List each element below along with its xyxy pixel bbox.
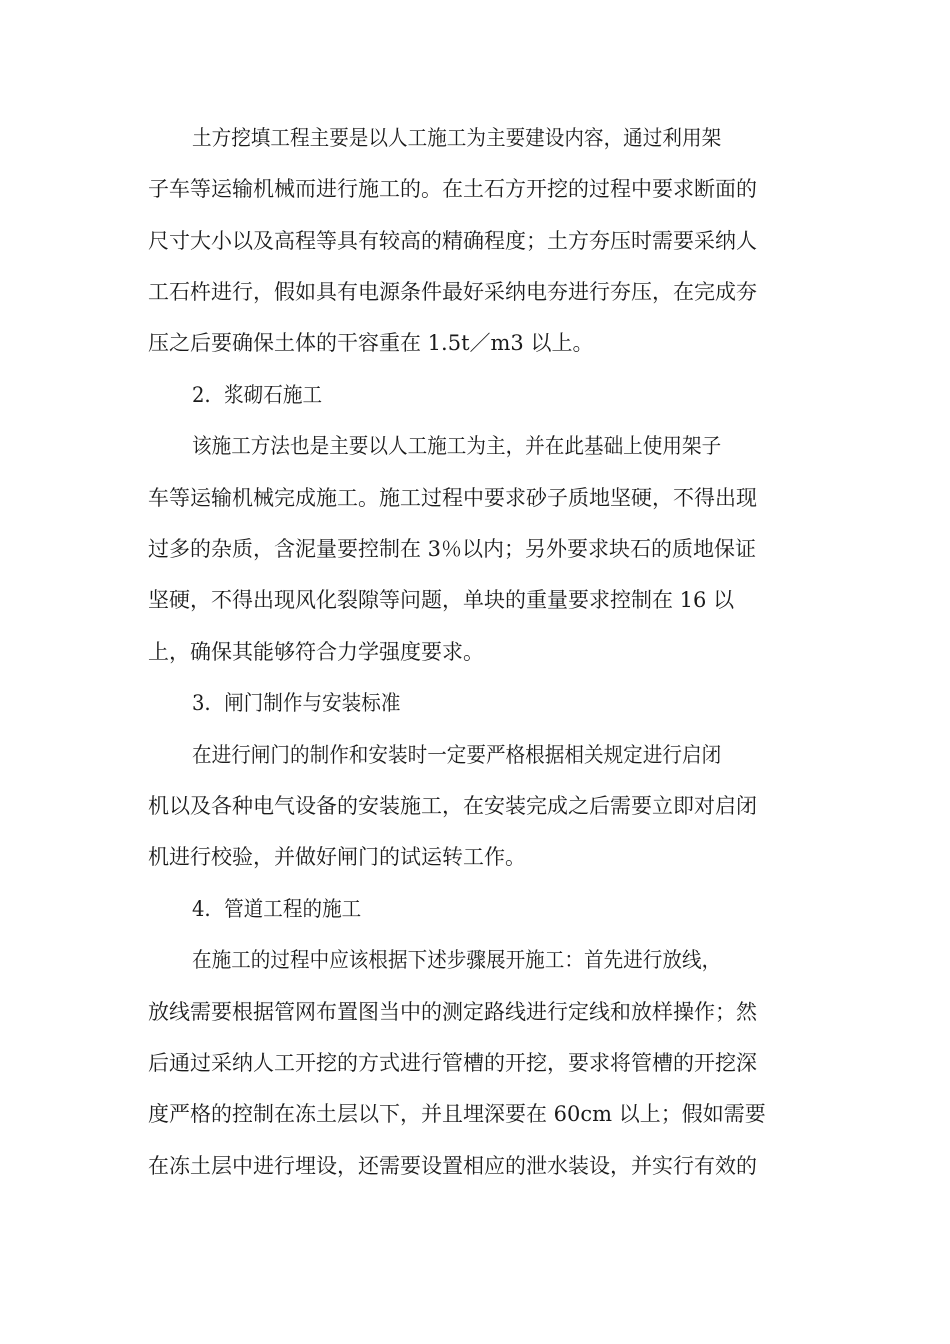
paragraph-line: 度严格的控制在冻土层以下，并且埋深要在 60cm 以上；假如需要 [148, 1102, 766, 1126]
section-heading: 4．管道工程的施工 [192, 897, 362, 921]
paragraph-line: 机进行校验，并做好闸门的试运转工作。 [148, 845, 526, 869]
paragraph-line: 土方挖填工程主要是以人工施工为主要建设内容，通过利用架 [192, 126, 722, 150]
section-heading: 3．闸门制作与安装标准 [192, 691, 401, 715]
paragraph-line: 尺寸大小以及高程等具有较高的精确程度；土方夯压时需要采纳人 [148, 229, 757, 253]
paragraph-line: 在进行闸门的制作和安装时一定要严格根据相关规定进行启闭 [192, 743, 722, 767]
paragraph-line: 该施工方法也是主要以人工施工为主，并在此基础上使用架子 [192, 434, 722, 458]
paragraph-line: 在冻土层中进行埋设，还需要设置相应的泄水装设，并实行有效的 [148, 1154, 757, 1178]
paragraph-line: 在施工的过程中应该根据下述步骤展开施工：首先进行放线， [192, 948, 722, 972]
paragraph-line: 后通过采纳人工开挖的方式进行管槽的开挖，要求将管槽的开挖深 [148, 1051, 757, 1075]
paragraph-line: 坚硬，不得出现风化裂隙等问题，单块的重量要求控制在 16 以 [148, 588, 735, 612]
paragraph-line: 压之后要确保土体的干容重在 1.5t／m3 以上。 [148, 331, 594, 355]
paragraph-line: 机以及各种电气设备的安装施工，在安装完成之后需要立即对启闭 [148, 794, 757, 818]
paragraph-line: 车等运输机械完成施工。施工过程中要求砂子质地坚硬，不得出现 [148, 486, 757, 510]
paragraph-line: 过多的杂质，含泥量要控制在 3％以内；另外要求块石的质地保证 [148, 537, 757, 561]
paragraph-line: 子车等运输机械而进行施工的。在土石方开挖的过程中要求断面的 [148, 177, 757, 201]
paragraph-line: 放线需要根据管网布置图当中的测定路线进行定线和放样操作；然 [148, 1000, 757, 1024]
paragraph-line: 上，确保其能够符合力学强度要求。 [148, 640, 484, 664]
paragraph-line: 工石杵进行，假如具有电源条件最好采纳电夯进行夯压，在完成夯 [148, 280, 757, 304]
section-heading: 2．浆砌石施工 [192, 383, 323, 407]
